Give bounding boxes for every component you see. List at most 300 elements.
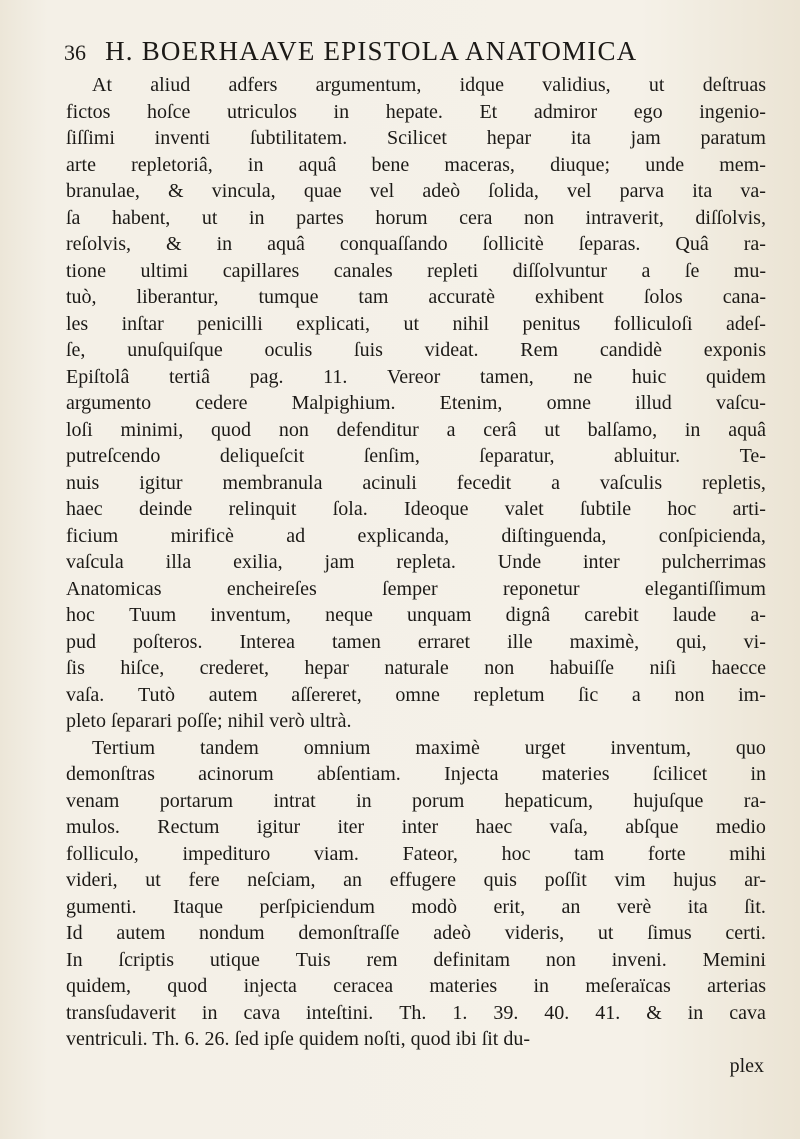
word: mirificè [170, 524, 234, 547]
word: effugere [389, 869, 456, 891]
word: repletis, [702, 471, 766, 494]
word: Ideoque [404, 498, 469, 520]
word: putreſcendo [66, 445, 161, 467]
word: omne [546, 392, 591, 414]
word: ne [573, 365, 593, 388]
word: intraverit, [585, 206, 664, 229]
word: demonſtraſſe [298, 922, 400, 944]
word: defenditur [336, 418, 419, 441]
page-number: 36 [64, 40, 86, 65]
word: ſolos [643, 286, 683, 308]
word: tumque [258, 286, 319, 308]
word: ſit. [744, 895, 766, 918]
word: inventum, [610, 736, 691, 759]
catchword: plex [729, 1054, 764, 1077]
text-line [66, 258, 766, 285]
word: inteſtini. [306, 1001, 374, 1024]
text-line [66, 894, 766, 921]
word: Th. [399, 1001, 427, 1024]
word: ſubtile [579, 498, 632, 520]
word: vaſcu- [715, 392, 766, 414]
word: encheireſes [226, 577, 317, 600]
word: viam. [313, 842, 359, 865]
word: igitur [139, 471, 183, 494]
word: illa [165, 551, 192, 573]
word: dignâ [505, 604, 551, 626]
word: deſtruas [702, 74, 766, 96]
word: habent, [111, 206, 171, 229]
word: cava [729, 1001, 766, 1024]
text-line [66, 72, 766, 99]
word: videri, [66, 869, 118, 891]
word: intrat [273, 789, 316, 812]
word: perſpiciendum [259, 895, 375, 918]
word: ut [544, 418, 560, 441]
word: tertiâ [168, 365, 211, 388]
word: Fateor, [402, 842, 458, 865]
text-line [66, 814, 766, 841]
word: nuis [66, 471, 100, 494]
word: cera [459, 206, 493, 229]
word: an [561, 895, 581, 918]
page-header [64, 36, 764, 70]
word: haecce [711, 657, 766, 679]
word: repletoriâ, [131, 153, 213, 176]
word: Tuis [295, 948, 331, 971]
word: carebit [584, 604, 639, 626]
text-line [66, 576, 766, 603]
word: videris, [504, 922, 565, 944]
word: conſpicienda, [658, 524, 766, 547]
word: parva [619, 180, 665, 202]
text-line [66, 867, 766, 894]
word: inventi [154, 127, 211, 149]
catchword-row [66, 1053, 766, 1080]
word: quod [211, 418, 252, 441]
word: acinorum [198, 763, 274, 785]
word: In [66, 948, 83, 971]
word: ita [570, 127, 591, 149]
text-line [66, 311, 766, 338]
word: exponis [703, 339, 766, 361]
word: membranula [222, 471, 323, 494]
word: ultimi [140, 259, 189, 282]
word: 40. [544, 1001, 570, 1024]
word: nihil [452, 312, 490, 335]
word: arterias [707, 975, 766, 997]
word: non [484, 657, 515, 679]
word: abſentiam. [316, 763, 401, 785]
word: Rectum [157, 816, 220, 838]
word: ar- [744, 869, 766, 891]
word: rem [366, 948, 398, 971]
word: Rem [520, 339, 559, 361]
word: non [523, 206, 554, 229]
word: hiſce, [120, 657, 165, 679]
word: in [216, 233, 233, 255]
text-line [66, 1026, 766, 1053]
word: cerâ [483, 418, 517, 441]
word: ut [145, 869, 161, 891]
word: diſtinguenda, [501, 524, 607, 547]
word: minimi, [120, 418, 184, 441]
word: vaſcula [66, 551, 124, 573]
word: ſuis [354, 339, 383, 361]
word: explicanda, [357, 524, 450, 547]
word: aliud [150, 74, 191, 96]
word: impedituro [182, 842, 271, 865]
body-text [66, 72, 766, 1079]
word: jam [324, 551, 355, 573]
word: utriculos [226, 100, 297, 123]
text-line [66, 655, 766, 682]
word: canales [333, 259, 393, 282]
word: maceras, [444, 153, 515, 176]
word: ſollicitè [482, 233, 544, 255]
word: Id [66, 922, 83, 944]
word: 39. [493, 1001, 519, 1024]
word: definitam [433, 948, 511, 971]
word: valet [504, 498, 544, 520]
word: gumenti. [66, 895, 137, 918]
word: diſſolvis, [695, 206, 766, 229]
word: quod [167, 975, 208, 997]
text-line [66, 523, 766, 550]
word: niſi [649, 657, 677, 679]
word: candidè [599, 339, 663, 361]
word: ſcilicet [652, 763, 708, 785]
word: Tertium [92, 736, 156, 759]
word: hepaticum, [504, 789, 593, 812]
text-line-content: pleto ſeparari poſſe; nihil verò ultrà. [66, 710, 352, 732]
word: aſſereret, [291, 683, 362, 706]
word: ficium [66, 524, 119, 547]
word: paratum [700, 127, 766, 149]
word: qui, [676, 630, 707, 653]
word: aquâ [728, 418, 766, 441]
text-line [66, 125, 766, 152]
word: an [343, 869, 363, 891]
word: Interea [239, 630, 295, 653]
word: maximè, [569, 630, 640, 653]
word: ſe [684, 259, 700, 282]
word: conquaſſando [339, 233, 448, 255]
word: bene [371, 153, 410, 176]
word: diſſolvuntur [512, 259, 608, 282]
text-line [66, 364, 766, 391]
word: omnium [303, 736, 371, 759]
word: habuiſſe [549, 657, 615, 679]
word: Tutò [137, 683, 176, 706]
word: pulcherrimas [661, 551, 766, 573]
word: aquâ [298, 153, 337, 176]
word: jam [630, 127, 661, 149]
word: hoc [501, 842, 531, 865]
word: ingenio- [699, 100, 766, 123]
word: tuò, [66, 286, 97, 308]
word: erit, [493, 895, 526, 918]
word: admiror [533, 100, 598, 123]
word: reſolvis, [66, 233, 131, 255]
text-line [66, 205, 766, 232]
word: ſeparatur, [479, 445, 555, 467]
word: arte [66, 153, 96, 176]
word: inſtar [121, 312, 164, 335]
word: Itaque [173, 895, 223, 918]
word: Etenim, [439, 392, 503, 414]
word: inveni. [611, 948, 667, 971]
word: demonſtras [66, 763, 155, 785]
word: a [631, 683, 641, 706]
word: portarum [159, 789, 234, 812]
word: in [687, 1001, 704, 1024]
word: fecedit [456, 471, 512, 494]
text-line [66, 735, 766, 762]
text-line-content: ventriculi. Th. 6. 26. ſed ipſe quidem noſti, quod ibi ſit du- [66, 1028, 531, 1050]
word: 41. [595, 1001, 621, 1024]
text-line [66, 973, 766, 1000]
word: hepar [486, 127, 532, 149]
text-line [66, 708, 766, 735]
word: fictos [66, 100, 111, 123]
word: liberantur, [136, 286, 219, 308]
paragraph [66, 72, 766, 735]
word: relinquit [228, 498, 297, 520]
word: ſiſſimi [66, 127, 115, 149]
word: videat. [424, 339, 479, 361]
word: va- [740, 180, 766, 202]
word: ſeparas. [578, 233, 641, 255]
word: ego [633, 100, 663, 123]
word: 1. [452, 1001, 468, 1024]
word: unuſquiſque [127, 339, 223, 361]
word: validius, [542, 74, 611, 96]
word: repletum [473, 683, 545, 706]
word: quo [735, 736, 766, 759]
word: a [641, 259, 651, 282]
word: autem [208, 683, 258, 706]
word: tamen, [479, 365, 534, 388]
word: neſciam, [247, 869, 316, 891]
word: & [646, 1001, 662, 1024]
word: deliqueſcit [219, 445, 305, 467]
word: erraret [417, 630, 471, 653]
word: Tuum [129, 604, 177, 626]
word: naturale [384, 657, 449, 679]
word: abſque [625, 816, 679, 838]
word: cedere [195, 392, 248, 414]
word: explicati, [296, 312, 371, 335]
word: tione [66, 259, 106, 282]
word: hoſce [147, 100, 191, 123]
word: & [166, 233, 182, 255]
word: forte [647, 842, 686, 865]
word: ſola. [332, 498, 368, 520]
word: materies [541, 763, 610, 785]
word: ut [648, 74, 665, 96]
text-line [66, 390, 766, 417]
word: loſi [66, 418, 93, 441]
word: Te- [739, 445, 766, 467]
word: ut [597, 922, 614, 944]
word: mihi [729, 842, 766, 865]
word: vaſculis [599, 471, 663, 494]
word: hujuſque [633, 789, 704, 812]
text-line [66, 920, 766, 947]
word: a [446, 418, 456, 441]
word: ſemper [382, 577, 438, 600]
text-line [66, 947, 766, 974]
word: ſic [578, 683, 599, 706]
word: unquam [407, 604, 472, 626]
word: in [201, 1001, 218, 1024]
text-line [66, 470, 766, 497]
running-title: H. BOERHAAVE EPISTOLA ANATOMICA [105, 36, 638, 66]
word: mem- [719, 153, 766, 176]
word: repleta. [396, 551, 456, 573]
word: inter [401, 816, 439, 838]
text-line [66, 602, 766, 629]
text-line [66, 549, 766, 576]
word: nondum [199, 922, 265, 944]
word: autem [116, 922, 166, 944]
word: Injecta [444, 763, 499, 785]
word: meſeraïcas [585, 975, 671, 997]
word: maximè [415, 736, 480, 759]
word: Et [479, 100, 498, 123]
word: exilia, [233, 551, 283, 573]
word: a- [750, 604, 766, 626]
word: pud [66, 630, 96, 653]
word: deinde [138, 498, 193, 520]
word: cana- [722, 286, 766, 308]
word: elegantiſſimum [644, 577, 766, 600]
word: in [248, 206, 265, 229]
word: modò [411, 895, 457, 918]
word: mu- [733, 259, 766, 282]
word: vel [567, 180, 592, 202]
word: accuratè [428, 286, 495, 308]
word: inter [583, 551, 620, 573]
word: urget [524, 736, 566, 759]
word: poſſit [544, 869, 587, 891]
word: vel [369, 180, 395, 202]
word: ut [201, 206, 218, 229]
text-line [66, 99, 766, 126]
word: crederet, [199, 657, 270, 679]
word: in [750, 763, 766, 785]
word: adeſ- [726, 312, 766, 335]
word: vi- [743, 630, 766, 653]
word: hujus [673, 869, 717, 891]
word: ſubtilitatem. [249, 127, 348, 149]
word: Unde [497, 551, 542, 573]
word: adeò [422, 180, 461, 202]
word: ita [692, 180, 713, 202]
word: balſamo, [587, 418, 658, 441]
word: vaſa. [66, 683, 105, 706]
word: Anatomicas [66, 577, 162, 600]
text-line [66, 178, 766, 205]
word: cava [243, 1001, 281, 1024]
word: ita [687, 895, 708, 918]
word: mulos. [66, 816, 120, 838]
paragraph [66, 735, 766, 1053]
word: ſolida, [488, 180, 539, 202]
text-line [66, 284, 766, 311]
word: utique [209, 948, 260, 971]
word: quae [303, 180, 342, 202]
word: quidem [705, 365, 766, 388]
word: vaſa, [549, 816, 588, 838]
word: diuque; [550, 153, 611, 176]
word: tam [574, 842, 605, 865]
word: penitus [522, 312, 581, 335]
word: ſe, [66, 339, 86, 361]
word: a [551, 471, 560, 494]
word: haec [66, 498, 103, 520]
word: non [278, 418, 309, 441]
text-line [66, 629, 766, 656]
word: 11. [323, 365, 348, 388]
word: unde [645, 153, 685, 176]
word: ra- [743, 233, 766, 255]
word: ad [286, 524, 306, 547]
word: pag. [249, 365, 284, 388]
text-line [66, 761, 766, 788]
word: ſis [66, 657, 85, 679]
word: vim [614, 869, 646, 891]
word: exhibent [534, 286, 604, 308]
word: im- [738, 683, 766, 706]
word: capillares [222, 259, 300, 282]
word: oculis [264, 339, 313, 361]
word: & [168, 180, 184, 202]
text-line [66, 1000, 766, 1027]
word: Quâ [675, 233, 709, 255]
word: in [356, 789, 372, 812]
word: partes [296, 206, 344, 229]
word: ceracea [333, 975, 394, 997]
word: tamen [332, 630, 381, 653]
word: Scilicet [386, 127, 447, 149]
word: repleti [427, 259, 479, 282]
word: les [66, 312, 89, 335]
word: iter [337, 816, 365, 838]
word: ſimus [647, 922, 692, 944]
word: Vereor [387, 365, 441, 388]
word: in [333, 100, 350, 123]
text-line [66, 152, 766, 179]
text-line [66, 682, 766, 709]
word: quis [483, 869, 517, 891]
word: branulae, [66, 180, 140, 202]
text-line [66, 788, 766, 815]
word: materies [429, 975, 498, 997]
word: neque [325, 604, 373, 626]
word: verè [616, 895, 652, 918]
word: inventum, [210, 604, 291, 626]
word: vincula, [211, 180, 276, 202]
text-line [66, 231, 766, 258]
word: At [92, 74, 112, 96]
word: non [545, 948, 576, 971]
word: transſudaverit [66, 1001, 176, 1024]
word: medio [715, 816, 766, 838]
word: ſenſim, [363, 445, 420, 467]
word: venam [66, 789, 120, 812]
word: aquâ [267, 233, 305, 255]
